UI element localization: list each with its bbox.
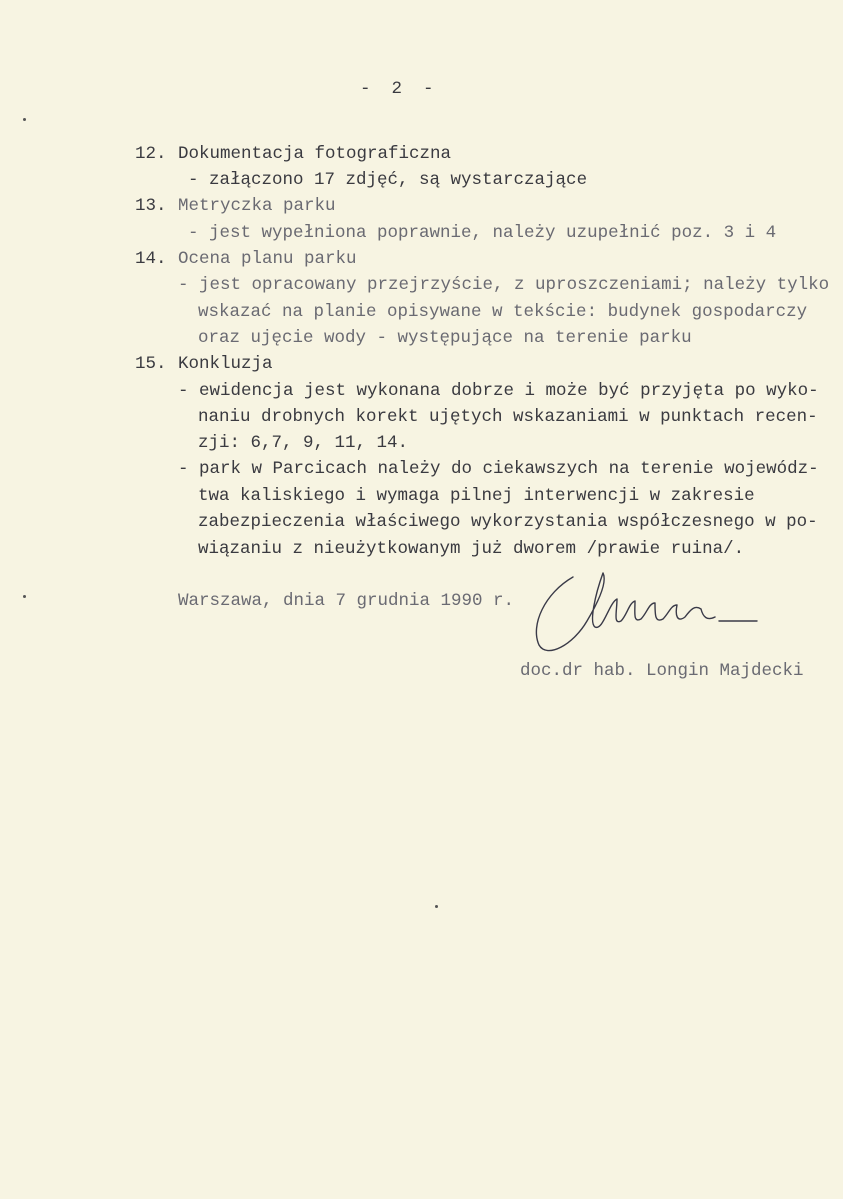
item-12-number: 12. (135, 144, 167, 164)
item-13-title: Metryczka parku (178, 196, 336, 216)
item-13-line-1: - jest wypełniona poprawnie, należy uzupełnić poz. 3 i 4 (188, 223, 777, 243)
item-12-title: Dokumentacja fotograficzna (178, 144, 452, 164)
item-15-line-7: wiązaniu z nieużytkowanym już dworem /prawie ruina/. (198, 539, 745, 559)
margin-mark (23, 118, 26, 121)
item-13-number: 13. (135, 196, 167, 216)
signatory-name: doc.dr hab. Longin Majdecki (520, 661, 804, 681)
item-15-line-2: naniu drobnych korekt ujętych wskazaniami w punktach recen- (198, 407, 818, 427)
item-15-line-4: - park w Parcicach należy do ciekawszych na terenie wojewódz- (178, 459, 819, 479)
margin-mark (23, 595, 26, 598)
place-date: Warszawa, dnia 7 grudnia 1990 r. (178, 591, 515, 611)
item-14-line-1: - jest opracowany przejrzyście, z uproszczeniami; należy tylko (178, 275, 830, 295)
item-14-line-2: wskazać na planie opisywane w tekście: budynek gospodarczy (198, 302, 808, 322)
item-15-number: 15. (135, 354, 167, 374)
item-15-line-5: twa kaliskiego i wymaga pilnej interwencji w zakresie (198, 486, 755, 506)
handwritten-signature (525, 565, 765, 665)
item-15-line-6: zabezpieczenia właściwego wykorzystania współczesnego w po- (198, 512, 818, 532)
item-14-number: 14. (135, 249, 167, 269)
page-number: - 2 - (360, 79, 434, 99)
item-15-title: Konkluzja (178, 354, 273, 374)
item-12-line-1: - załączono 17 zdjęć, są wystarczające (188, 170, 588, 190)
item-15-line-1: - ewidencja jest wykonana dobrze i może być przyjęta po wyko- (178, 381, 819, 401)
item-15-line-3: zji: 6,7, 9, 11, 14. (198, 433, 409, 453)
item-14-title: Ocena planu parku (178, 249, 357, 269)
margin-mark (435, 905, 438, 908)
item-14-line-3: oraz ujęcie wody - występujące na terenie parku (198, 328, 692, 348)
